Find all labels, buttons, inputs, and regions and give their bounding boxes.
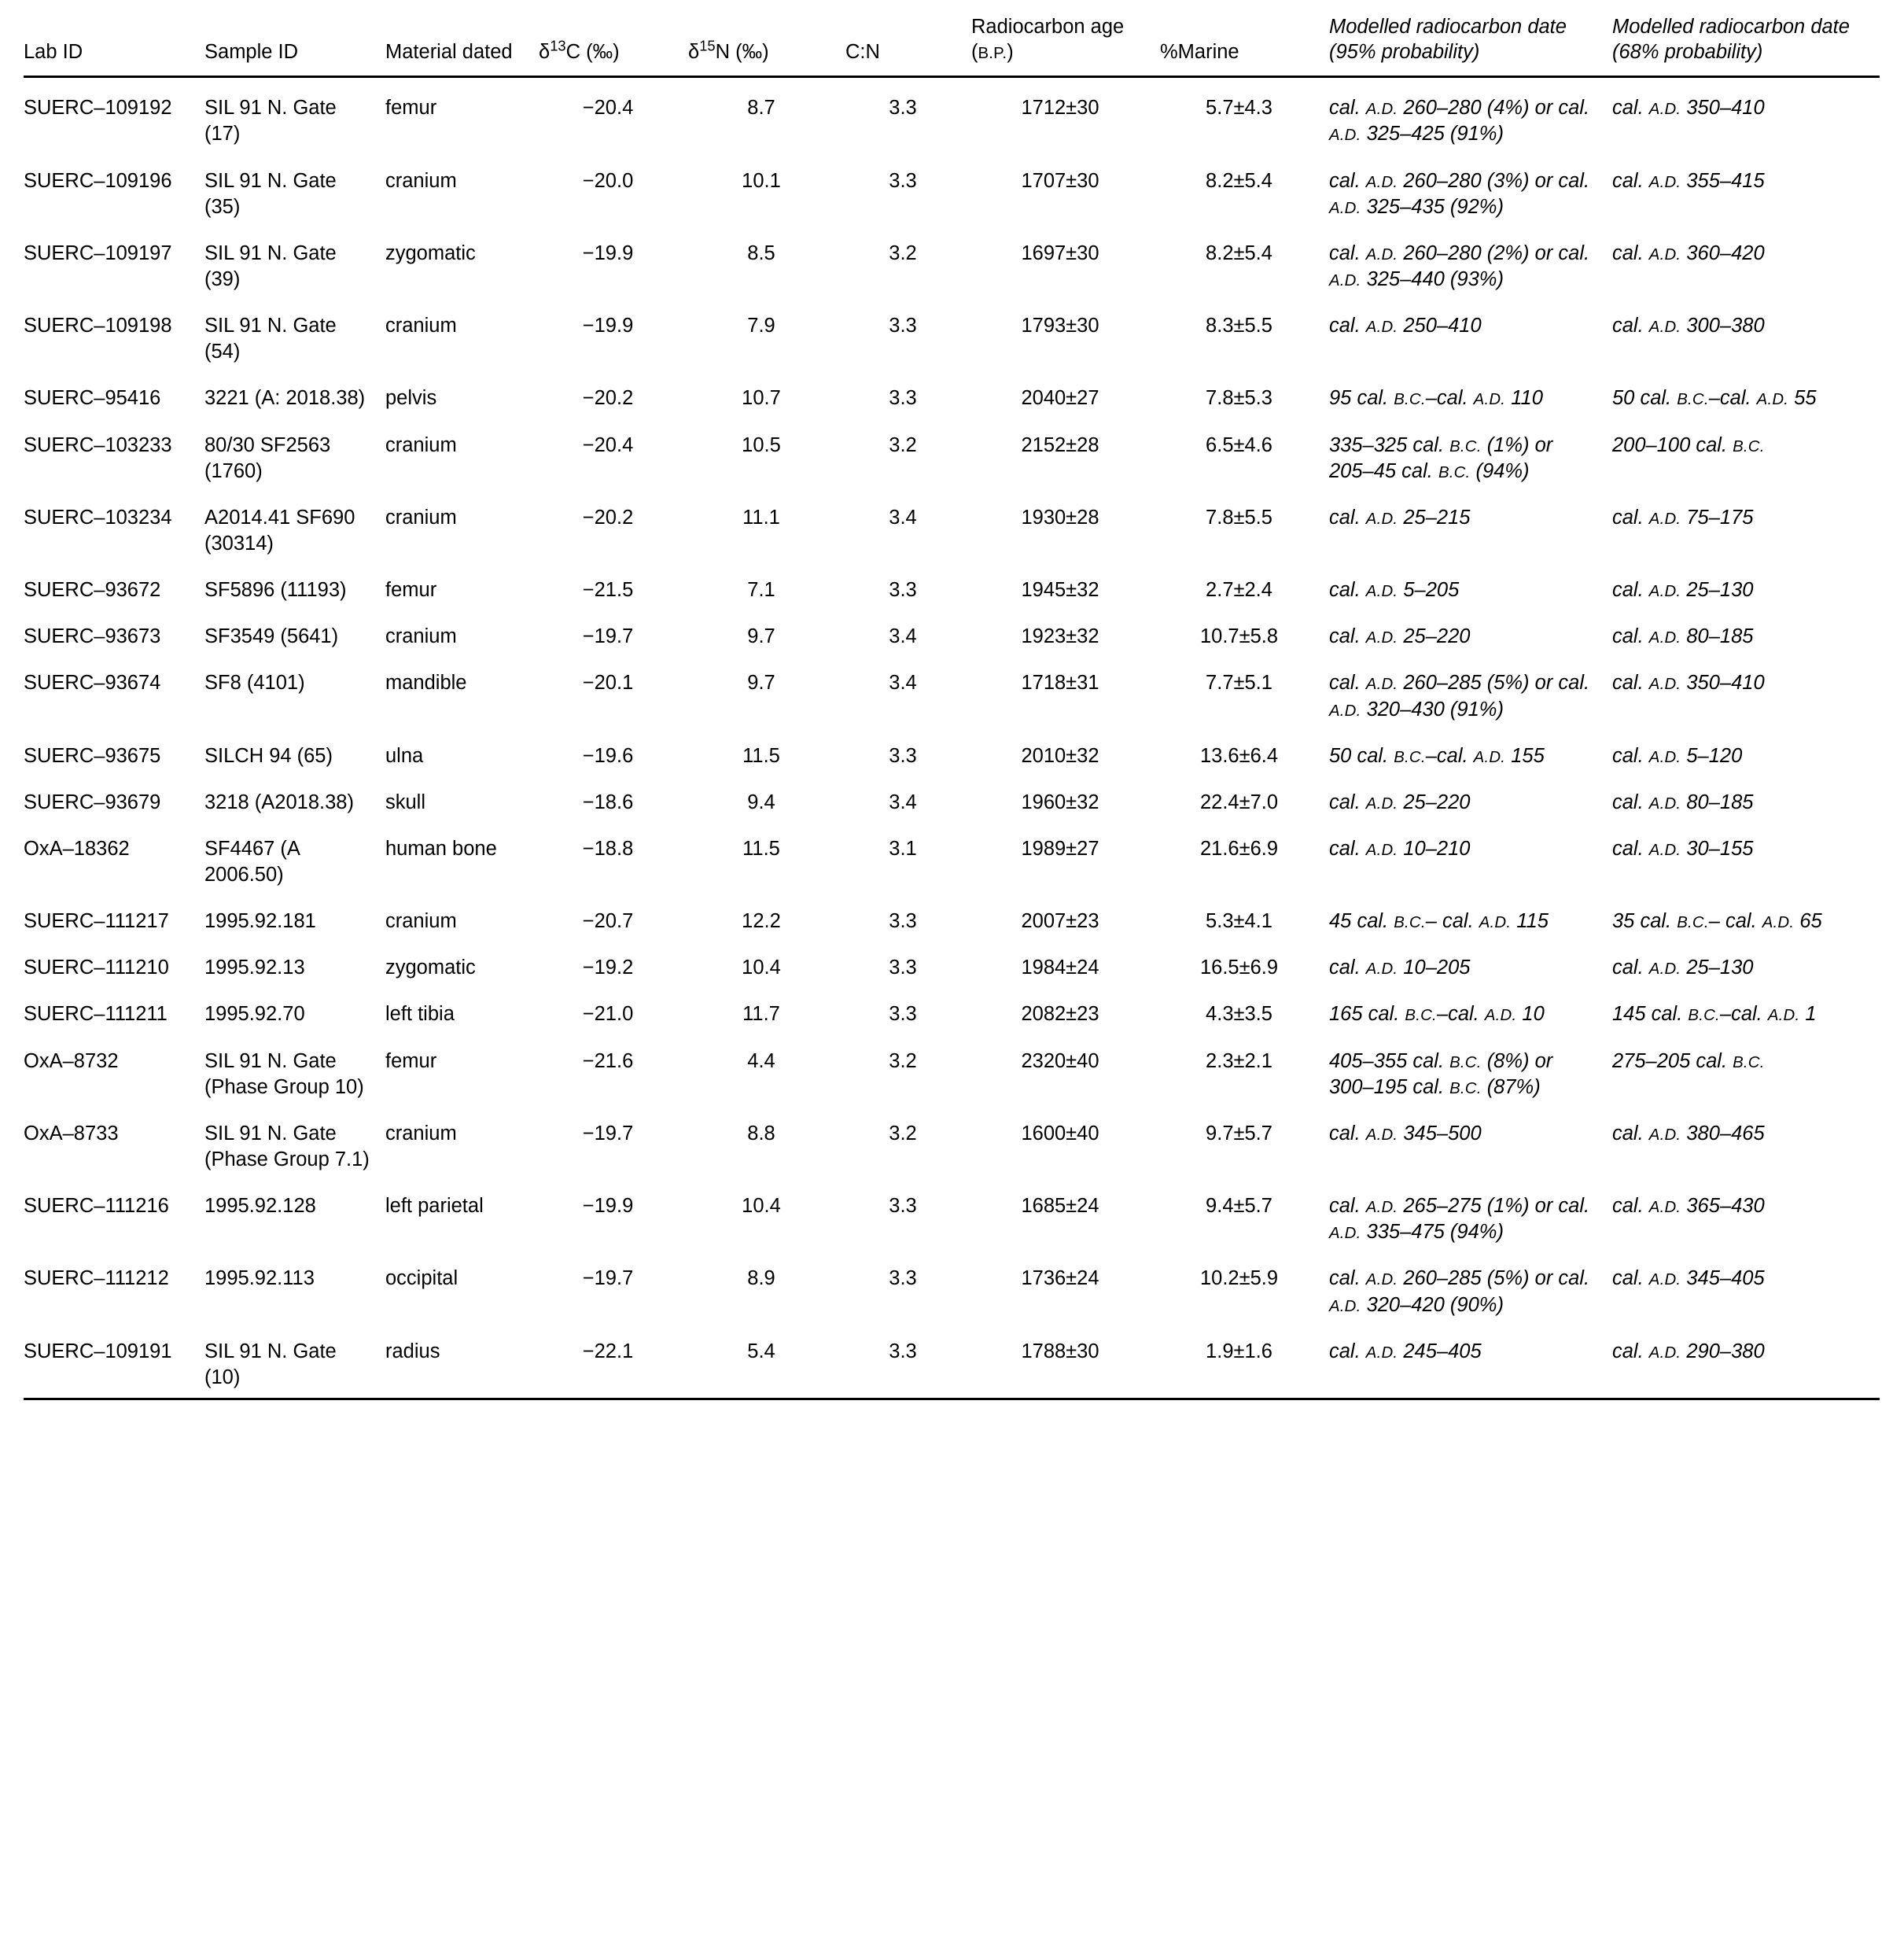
table-row [24,372,1880,418]
cell-cn: 3.4 [889,672,917,695]
cell-model-68: cal. A.D. 300–380 [1612,315,1765,337]
cell-model-95: cal. A.D. 265–275 (1%) or cal. A.D. 335–475 (94%) [1329,1195,1590,1244]
cell-sample-id: 1995.92.128 [204,1195,316,1218]
cell-lab-id: SUERC–103233 [24,433,172,456]
cell-lab-id: SUERC–109191 [24,1340,172,1362]
column-header-marine: %Marine [1160,41,1239,64]
table-row [24,610,1880,657]
cell-radiocarbon-age: 1793±30 [1021,315,1099,337]
cell-material: cranium [385,433,457,456]
cell-material: femur [385,77,539,155]
cell-marine: 6.5±4.6 [1206,433,1272,456]
cell-d15n: 4.4 [747,1049,775,1072]
radiocarbon-table [24,14,1880,1402]
table-row [24,419,1880,492]
cell-d13c: −19.9 [582,241,634,264]
table-row [24,988,1880,1034]
column-header-d15n: $\delta^{15}N$ (‰) [688,37,769,64]
cell-model-68: cal. A.D. 355–415 [1612,169,1765,192]
cell-material: left parietal [385,1195,484,1218]
cell-radiocarbon-age: 1707±30 [1021,169,1099,192]
cell-lab-id: SUERC–111216 [24,1195,169,1218]
cell-sample-id: 80/30 SF2563 (1760) [204,433,331,482]
cell-d15n: 9.4 [747,791,775,813]
cell-material: pelvis [385,387,437,410]
cell-lab-id: OxA–18362 [24,837,130,860]
cell-lab-id: OxA–8733 [24,1122,119,1145]
cell-model-68: cal. A.D. 290–380 [1612,1340,1765,1362]
cell-lab-id: SUERC–93673 [24,625,161,648]
cell-material: cranium [385,315,457,337]
cell-marine: 5.3±4.1 [1206,910,1272,933]
cell-lab-id: SUERC–95416 [24,387,161,410]
cell-model-95: cal. A.D. 260–280 (2%) or cal. A.D. 325–440 (93%) [1329,241,1590,290]
cell-cn: 3.3 [889,957,917,979]
cell-d15n: 8.8 [747,1122,775,1145]
cell-d13c: −20.2 [582,506,634,529]
cell-marine: 10.7±5.8 [1199,625,1279,648]
cell-sample-id: 1995.92.181 [204,910,316,933]
table-row [24,492,1880,564]
cell-d13c: −19.9 [582,1195,634,1218]
cell-d13c: −20.7 [582,910,634,933]
cell-model-95: cal. A.D. 245–405 [1329,1340,1482,1362]
cell-model-68: cal. A.D. 360–420 [1612,241,1765,264]
cell-marine: 7.7±5.1 [1206,672,1272,695]
cell-cn: 3.3 [889,169,917,192]
cell-marine: 8.2±5.4 [1206,169,1272,192]
table-head [24,14,1880,77]
cell-sample-id: SIL 91 N. Gate (Phase Group 7.1) [204,1122,370,1171]
table-row [24,776,1880,823]
cell-marine: 22.4±7.0 [1199,791,1279,813]
cell-radiocarbon-age: 2010±32 [1021,744,1099,767]
cell-marine: 9.7±5.7 [1206,1122,1272,1145]
cell-model-68: cal. A.D. 80–185 [1612,625,1754,648]
cell-sample-id: SF8 (4101) [204,672,305,695]
cell-radiocarbon-age: 1718±31 [1021,672,1099,695]
cell-sample-id: 3221 (A: 2018.38) [204,387,366,410]
cell-model-68: 35 cal. B.C.– cal. A.D. 65 [1612,910,1822,933]
cell-radiocarbon-age: 1600±40 [1021,1122,1099,1145]
cell-d13c: −21.5 [582,579,634,602]
column-header-model-95: Modelled radiocarbon date (95% probability) [1329,16,1567,64]
cell-model-68: cal. A.D. 25–130 [1612,957,1754,979]
cell-cn: 3.3 [889,1340,917,1362]
cell-radiocarbon-age: 2320±40 [1021,1049,1099,1072]
cell-d13c: −22.1 [582,1340,634,1362]
cell-marine: 7.8±5.3 [1206,387,1272,410]
cell-model-95: cal. A.D. 25–215 [1329,506,1471,529]
cell-cn: 3.2 [889,433,917,456]
cell-lab-id: SUERC–93675 [24,744,161,767]
cell-sample-id: SIL 91 N. Gate (17) [204,77,385,155]
cell-model-68: cal. A.D. 345–405 [1612,1267,1765,1290]
cell-marine: 8.3±5.5 [1206,315,1272,337]
cell-cn: 3.3 [889,1195,917,1218]
cell-d15n: 8.5 [747,241,775,264]
cell-lab-id: SUERC–111212 [24,1267,169,1290]
table-row [24,1325,1880,1399]
cell-marine: 5.7±4.3 [1160,77,1329,155]
cell-radiocarbon-age: 1984±24 [1021,957,1099,979]
table-row [24,300,1880,372]
cell-model-68: 275–205 cal. B.C. [1612,1049,1765,1072]
cell-d13c: −19.7 [582,625,634,648]
column-header-d13c: $\delta^{13}C$ (‰) [539,37,620,64]
cell-material: femur [385,1049,437,1072]
cell-d15n: 12.2 [742,910,781,933]
cell-cn: 3.3 [889,579,917,602]
cell-d15n: 11.1 [742,506,780,529]
cell-radiocarbon-age: 1960±32 [1021,791,1099,813]
cell-material: cranium [385,625,457,648]
cell-radiocarbon-age: 1989±27 [1021,837,1099,860]
cell-d13c: −20.1 [582,672,634,695]
cell-radiocarbon-age: 2007±23 [1021,910,1099,933]
cell-radiocarbon-age: 1685±24 [1021,1195,1099,1218]
column-header-cn: C:N [845,41,880,64]
table-row [24,895,1880,942]
cell-cn: 3.1 [889,837,917,860]
cell-d15n: 10.4 [742,957,781,979]
cell-material: zygomatic [385,241,476,264]
cell-model-68: cal. A.D. 380–465 [1612,1122,1765,1145]
cell-lab-id: SUERC–111211 [24,1003,168,1026]
cell-model-95: cal. A.D. 345–500 [1329,1122,1482,1145]
cell-sample-id: A2014.41 SF690 (30314) [204,506,355,555]
cell-d15n: 10.5 [742,433,781,456]
cell-model-68: 145 cal. B.C.–cal. A.D. 1 [1612,1003,1817,1026]
cell-d15n: 5.4 [747,1340,775,1362]
cell-lab-id: SUERC–111210 [24,957,169,979]
cell-marine: 7.8±5.5 [1206,506,1272,529]
cell-model-95: 50 cal. B.C.–cal. A.D. 155 [1329,744,1545,767]
cell-marine: 8.2±5.4 [1206,241,1272,264]
cell-cn: 3.2 [889,1049,917,1072]
bottom-rule-cell [24,1399,1880,1403]
cell-d13c: −21.6 [582,1049,634,1072]
cell-lab-id: SUERC–93679 [24,791,161,813]
table-row [24,730,1880,776]
cell-d13c: −20.2 [582,387,634,410]
cell-sample-id: SIL 91 N. Gate (39) [204,241,337,290]
column-header-model-68: Modelled radiocarbon date (68% probability) [1612,16,1850,64]
cell-d13c: −19.7 [582,1122,634,1145]
cell-lab-id: OxA–8732 [24,1049,119,1072]
column-header-sample-id: Sample ID [204,41,299,64]
cell-material: radius [385,1340,440,1362]
cell-model-95: cal. A.D. 250–410 [1329,315,1482,337]
cell-marine: 16.5±6.9 [1199,957,1279,979]
cell-marine: 2.3±2.1 [1206,1049,1272,1072]
cell-d15n: 10.1 [742,169,781,192]
cell-lab-id: SUERC–109197 [24,241,172,264]
cell-sample-id: SIL 91 N. Gate (Phase Group 10) [204,1049,364,1098]
cell-marine: 13.6±6.4 [1199,744,1279,767]
cell-sample-id: SF5896 (11193) [204,579,347,602]
cell-d13c: −19.2 [582,957,634,979]
cell-model-68: cal. A.D. 350–410 [1612,672,1765,695]
cell-model-95: cal. A.D. 10–210 [1329,837,1471,860]
cell-sample-id: SIL 91 N. Gate (35) [204,169,337,218]
cell-material: occipital [385,1267,459,1290]
cell-radiocarbon-age: 1697±30 [1021,241,1099,264]
cell-cn: 3.4 [889,791,917,813]
cell-sample-id: SF4467 (A 2006.50) [204,837,300,887]
cell-sample-id: 1995.92.113 [204,1267,315,1290]
cell-marine: 10.2±5.9 [1199,1267,1279,1290]
cell-marine: 21.6±6.9 [1199,837,1279,860]
table-row [24,1252,1880,1325]
cell-marine: 4.3±3.5 [1206,1003,1272,1026]
cell-model-95: cal. A.D. 25–220 [1329,791,1471,813]
cell-lab-id: SUERC–103234 [24,506,172,529]
cell-model-95: 165 cal. B.C.–cal. A.D. 10 [1329,1003,1545,1026]
cell-d15n: 9.7 [747,672,775,695]
table-row [24,657,1880,729]
cell-radiocarbon-age: 1945±32 [1021,579,1099,602]
cell-sample-id: SILCH 94 (65) [204,744,333,767]
table-row [24,227,1880,300]
cell-marine: 9.4±5.7 [1206,1195,1272,1218]
table-row [24,77,1880,155]
cell-lab-id: SUERC–109192 [24,77,204,155]
cell-radiocarbon-age: 2152±28 [1021,433,1099,456]
cell-radiocarbon-age: 1736±24 [1021,1267,1099,1290]
cell-model-95: 405–355 cal. B.C. (8%) or 300–195 cal. B.C. (87%) [1329,1049,1553,1098]
cell-cn: 3.3 [889,1267,917,1290]
column-header-material: Material dated [385,41,513,64]
cell-material: cranium [385,1122,457,1145]
cell-model-95: cal. A.D. 5–205 [1329,579,1460,602]
cell-sample-id: 1995.92.13 [204,957,305,979]
cell-cn: 3.3 [889,315,917,337]
cell-cn: 3.3 [889,1003,917,1026]
table-foot [24,1399,1880,1403]
cell-model-68: 200–100 cal. B.C. [1612,433,1765,456]
cell-d15n: 10.4 [742,1195,781,1218]
cell-model-68: cal. A.D. 5–120 [1612,744,1743,767]
table-row [24,1035,1880,1108]
cell-marine: 2.7±2.4 [1206,579,1272,602]
cell-d13c: −18.8 [582,837,634,860]
cell-material: skull [385,791,426,813]
cell-lab-id: SUERC–111217 [24,910,169,933]
cell-d13c: −20.0 [582,169,634,192]
cell-material: cranium [385,910,457,933]
cell-d13c: −19.9 [582,315,634,337]
cell-marine: 1.9±1.6 [1206,1340,1272,1362]
cell-model-95: cal. A.D. 10–205 [1329,957,1471,979]
cell-model-68: cal. A.D. 30–155 [1612,837,1754,860]
cell-cn: 3.3 [889,744,917,767]
cell-material: cranium [385,506,457,529]
cell-model-68: cal. A.D. 365–430 [1612,1195,1765,1218]
cell-lab-id: SUERC–109198 [24,315,172,337]
cell-model-95: cal. A.D. 260–285 (5%) or cal. A.D. 320–420 (90%) [1329,1267,1590,1316]
cell-model-95: 45 cal. B.C.– cal. A.D. 115 [1329,910,1549,933]
cell-material: cranium [385,169,457,192]
cell-model-95: 95 cal. B.C.–cal. A.D. 110 [1329,387,1543,410]
cell-cn: 3.3 [845,77,971,155]
bottom-rule [24,1399,1880,1403]
cell-d15n: 8.9 [747,1267,775,1290]
cell-lab-id: SUERC–93672 [24,579,161,602]
cell-model-95: cal. A.D. 260–280 (4%) or cal. A.D. 325–425 (91%) [1329,77,1612,155]
cell-d15n: 11.7 [742,1003,780,1026]
cell-model-68: cal. A.D. 75–175 [1612,506,1754,529]
cell-d15n: 8.7 [688,77,845,155]
cell-model-95: cal. A.D. 260–280 (3%) or cal. A.D. 325–435 (92%) [1329,169,1590,218]
table-body [24,77,1880,1399]
cell-sample-id: SIL 91 N. Gate (10) [204,1340,337,1388]
cell-model-68: cal. A.D. 25–130 [1612,579,1754,602]
cell-d15n: 11.5 [742,744,780,767]
cell-cn: 3.2 [889,1122,917,1145]
cell-cn: 3.3 [889,387,917,410]
cell-d15n: 7.1 [747,579,775,602]
cell-cn: 3.2 [889,241,917,264]
cell-sample-id: SIL 91 N. Gate (54) [204,315,337,363]
cell-d13c: −19.6 [582,744,634,767]
cell-d13c: −19.7 [582,1267,634,1290]
table-row [24,1108,1880,1180]
cell-d15n: 11.5 [742,837,780,860]
cell-model-95: cal. A.D. 25–220 [1329,625,1471,648]
cell-radiocarbon-age: 1930±28 [1021,506,1099,529]
cell-sample-id: 3218 (A2018.38) [204,791,354,813]
cell-sample-id: SF3549 (5641) [204,625,339,648]
column-header-radiocarbon-age: Radiocarbon age (B.P.) [971,16,1125,64]
cell-d13c: −20.4 [582,433,634,456]
cell-d15n: 10.7 [742,387,781,410]
cell-material: femur [385,579,437,602]
cell-d13c: −21.0 [582,1003,634,1026]
column-header-lab-id: Lab ID [24,41,83,64]
cell-model-95: 335–325 cal. B.C. (1%) or 205–45 cal. B.C. (94%) [1329,433,1553,482]
cell-d13c: −18.6 [582,791,634,813]
table-row [24,564,1880,610]
cell-radiocarbon-age: 2040±27 [1021,387,1099,410]
cell-radiocarbon-age: 1788±30 [1021,1340,1099,1362]
cell-material: left tibia [385,1003,455,1026]
cell-material: mandible [385,672,467,695]
cell-radiocarbon-age: 1923±32 [1021,625,1099,648]
table-row [24,942,1880,988]
table-header-row [24,14,1880,76]
cell-material: ulna [385,744,424,767]
table-row [24,1180,1880,1252]
table-row [24,155,1880,227]
cell-lab-id: SUERC–93674 [24,672,161,695]
cell-cn: 3.4 [889,625,917,648]
cell-radiocarbon-age: 1712±30 [971,77,1160,155]
cell-radiocarbon-age: 2082±23 [1021,1003,1099,1026]
cell-cn: 3.4 [889,506,917,529]
cell-sample-id: 1995.92.70 [204,1003,305,1026]
cell-model-68: cal. A.D. 80–185 [1612,791,1754,813]
cell-lab-id: SUERC–109196 [24,169,172,192]
cell-model-95: cal. A.D. 260–285 (5%) or cal. A.D. 320–430 (91%) [1329,672,1590,721]
cell-model-68: cal. A.D. 350–410 [1612,77,1880,155]
table-row [24,823,1880,895]
cell-d13c: −20.4 [539,77,688,155]
cell-material: zygomatic [385,957,476,979]
cell-material: human bone [385,837,497,860]
cell-d15n: 9.7 [747,625,775,648]
cell-cn: 3.3 [889,910,917,933]
cell-d15n: 7.9 [747,315,775,337]
cell-model-68: 50 cal. B.C.–cal. A.D. 55 [1612,387,1817,410]
